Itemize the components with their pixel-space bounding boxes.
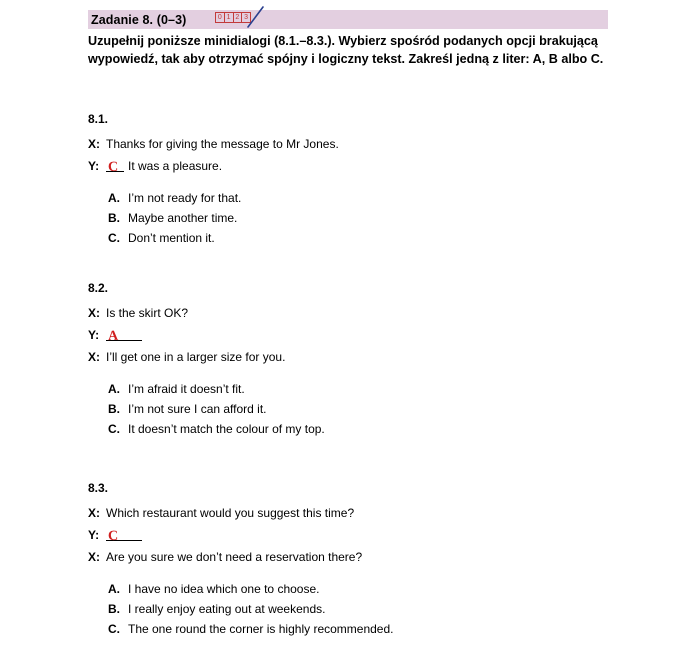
score-box-1[interactable]: 1 [225,13,234,22]
option-text: I’m not ready for that. [128,191,242,205]
option-c[interactable] [108,619,648,639]
pen-stroke-mark [247,6,267,28]
handwritten-answer-3: C [107,528,119,545]
option-text: Maybe another time. [128,211,238,225]
option-b[interactable] [108,399,648,419]
utterance-text: Thanks for giving the message to Mr Jones. [106,137,339,151]
speaker-label: Y: [88,528,100,542]
option-letter: B. [108,402,120,416]
option-text: I really enjoy eating out at weekends. [128,602,326,616]
dialog-line [88,303,648,323]
option-text: I’m not sure I can afford it. [128,402,267,416]
option-letter: C. [108,622,120,636]
score-box-0[interactable]: 0 [216,13,225,22]
option-letter: A. [108,382,120,396]
handwritten-answer-2: A [107,328,119,345]
option-b[interactable] [108,599,648,619]
dialog-line [88,134,648,154]
answer-following-text: It was a pleasure. [128,159,223,173]
utterance-text: Is the skirt OK? [106,306,189,320]
option-letter: B. [108,602,120,616]
option-letter: C. [108,422,120,436]
answer-line [88,325,648,345]
option-b[interactable] [108,208,648,228]
option-a[interactable] [108,188,648,208]
options-list-1 [108,188,648,248]
answer-blank-3[interactable] [106,526,142,545]
speaker-label: X: [88,306,100,320]
dialog-line [88,347,648,367]
dialog-line [88,503,648,523]
option-letter: B. [108,211,120,225]
utterance-text: I’ll get one in a larger size for you. [106,350,286,364]
option-c[interactable] [108,228,648,248]
dialog-item-3 [88,481,648,639]
answer-line [88,525,648,545]
item-number-2: 8.2. [88,281,109,295]
task-instruction: Uzupełnij poniższe minidialogi (8.1.–8.3.). Wybierz spośród podanych opcji brakującą wypowiedź, tak aby otrzymać spójny i logiczny tekst. Zakreśl jedną z liter: A, B albo C. [88,34,604,66]
item-number-1: 8.1. [88,112,109,126]
answer-blank-1[interactable] [106,157,124,176]
dialog-item-1 [88,112,648,248]
option-text: I’m afraid it doesn’t fit. [128,382,245,396]
dialog-line [88,547,648,567]
score-marker-boxes[interactable] [215,12,251,23]
speaker-label: Y: [88,159,100,173]
task-number-label: Zadanie 8. (0–3) [91,12,187,27]
dialog-item-2 [88,281,648,439]
utterance-text: Which restaurant would you suggest this time? [106,506,355,520]
speaker-label: X: [88,137,100,151]
option-text: It doesn’t match the colour of my top. [128,422,325,436]
options-list-3 [108,579,648,639]
answer-line [88,156,648,176]
utterance-text: Are you sure we don’t need a reservation there? [106,550,363,564]
option-c[interactable] [108,419,648,439]
options-list-2 [108,379,648,439]
handwritten-answer-1: C [107,159,119,176]
answer-blank-2[interactable] [106,326,142,345]
speaker-label: X: [88,550,100,564]
option-letter: A. [108,191,120,205]
speaker-label: X: [88,350,100,364]
score-box-3[interactable]: 3 [244,14,249,21]
option-text: Don’t mention it. [128,231,215,245]
option-letter: A. [108,582,120,596]
option-letter: C. [108,231,120,245]
speaker-label: Y: [88,328,100,342]
speaker-label: X: [88,506,100,520]
score-box-2[interactable]: 2 [234,13,243,22]
option-a[interactable] [108,379,648,399]
option-a[interactable] [108,579,648,599]
option-text: I have no idea which one to choose. [128,582,320,596]
option-text: The one round the corner is highly recommended. [128,622,394,636]
item-number-3: 8.3. [88,481,109,495]
task-header-band [88,10,608,29]
